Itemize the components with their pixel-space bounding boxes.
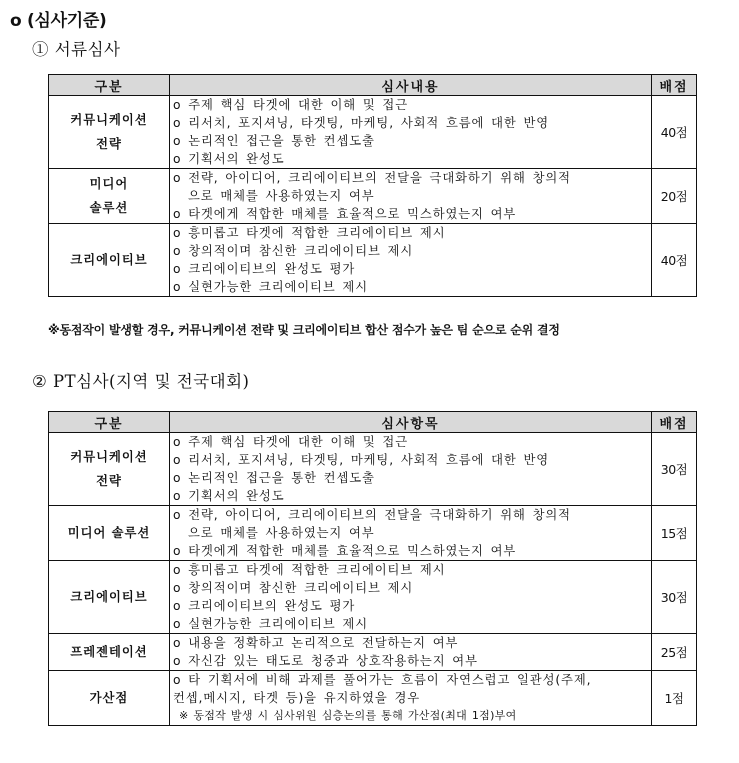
item-line: o 흥미롭고 타겟에 적합한 크리에이티브 제시 <box>173 563 446 577</box>
section-title: o (심사기준) <box>10 11 107 31</box>
table-row <box>49 561 697 634</box>
row-score: 40점 <box>652 224 697 297</box>
category-line: 커뮤니케이션 <box>70 113 148 127</box>
pt-review-title: ② PT심사(지역 및 전국대회) <box>32 372 250 391</box>
table-row <box>49 169 697 224</box>
table-row <box>49 671 697 726</box>
table-row <box>49 96 697 169</box>
item-line: o 자신감 있는 태도로 청중과 상호작용하는지 여부 <box>173 654 478 668</box>
item-line: o 창의적이며 참신한 크리에이티브 제시 <box>173 581 414 595</box>
item-line: o 리서치, 포지셔닝, 타겟팅, 마케팅, 사회적 흐름에 대한 반영 <box>173 116 550 130</box>
row-items <box>170 506 652 561</box>
table-header-row <box>49 412 697 433</box>
item-line: o 실현가능한 크리에이티브 제시 <box>173 280 368 294</box>
item-line: o 주제 핵심 타겟에 대한 이해 및 접근 <box>173 435 408 449</box>
row-items <box>170 169 652 224</box>
item-line: o 논리적인 접근을 통한 컨셉도출 <box>173 134 375 148</box>
row-score: 30점 <box>652 561 697 634</box>
row-score: 30점 <box>652 433 697 506</box>
row-category <box>49 561 170 634</box>
category-line: 가산점 <box>89 691 129 705</box>
item-line: 으로 매체를 사용하였는지 여부 <box>188 189 375 203</box>
category-line: 미디어 솔루션 <box>67 526 151 540</box>
table-row <box>49 634 697 671</box>
item-line: o 타겟에게 적합한 매체를 효율적으로 믹스하였는지 여부 <box>173 544 517 558</box>
row-category <box>49 96 170 169</box>
header-score: 배점 <box>652 75 697 96</box>
category-line: 크리에이티브 <box>70 253 148 267</box>
row-score: 25점 <box>652 634 697 671</box>
table-header-row <box>49 75 697 96</box>
row-category <box>49 634 170 671</box>
category-line: 크리에이티브 <box>70 590 148 604</box>
row-items <box>170 224 652 297</box>
row-score: 15점 <box>652 506 697 561</box>
row-items <box>170 433 652 506</box>
item-line: o 기획서의 완성도 <box>173 489 285 503</box>
doc-review-title: ① 서류심사 <box>32 40 121 59</box>
category-line: 전략 <box>96 474 122 488</box>
row-items <box>170 96 652 169</box>
row-category <box>49 224 170 297</box>
category-line: 프레젠테이션 <box>70 645 148 659</box>
header-content: 심사항목 <box>170 412 652 433</box>
item-line: o 흥미롭고 타겟에 적합한 크리에이티브 제시 <box>173 226 446 240</box>
row-category <box>49 433 170 506</box>
item-line: o 타 기획서에 비해 과제를 풀어가는 흐름이 자연스럽고 일관성(주제, <box>173 673 592 687</box>
category-line: 미디어 <box>89 177 129 191</box>
row-items <box>170 561 652 634</box>
header-score: 배점 <box>652 412 697 433</box>
table-row <box>49 224 697 297</box>
item-line: o 크리에이티브의 완성도 평가 <box>173 599 356 613</box>
item-line: o 창의적이며 참신한 크리에이티브 제시 <box>173 244 414 258</box>
header-category: 구분 <box>49 75 170 96</box>
item-line: o 크리에이티브의 완성도 평가 <box>173 262 356 276</box>
category-line: 전략 <box>96 137 122 151</box>
row-score: 20점 <box>652 169 697 224</box>
tie-break-note: ※동점작이 발생할 경우, 커뮤니케이션 전략 및 크리에이티브 합산 점수가 높은 팀 순으로 순위 결정 <box>48 323 560 337</box>
item-line: o 주제 핵심 타겟에 대한 이해 및 접근 <box>173 98 408 112</box>
item-line: 컨셉,메시지, 타겟 등)을 유지하였을 경우 <box>173 691 421 705</box>
item-line: o 전략, 아이디어, 크리에이티브의 전달을 극대화하기 위해 창의적 <box>173 171 571 185</box>
row-score: 40점 <box>652 96 697 169</box>
category-line: 커뮤니케이션 <box>70 450 148 464</box>
row-category <box>49 671 170 726</box>
item-line: o 타겟에게 적합한 매체를 효율적으로 믹스하였는지 여부 <box>173 207 517 221</box>
row-items <box>170 671 652 726</box>
item-line: o 기획서의 완성도 <box>173 152 285 166</box>
row-category <box>49 506 170 561</box>
item-line: 으로 매체를 사용하였는지 여부 <box>188 526 375 540</box>
item-line: o 논리적인 접근을 통한 컨셉도출 <box>173 471 375 485</box>
doc-review-table <box>48 74 697 297</box>
table-row <box>49 506 697 561</box>
item-line: o 내용을 정확하고 논리적으로 전달하는지 여부 <box>173 636 459 650</box>
item-line: o 실현가능한 크리에이티브 제시 <box>173 617 368 631</box>
row-items <box>170 634 652 671</box>
category-line: 솔루션 <box>89 201 129 215</box>
header-content: 심사내용 <box>170 75 652 96</box>
item-line: o 리서치, 포지셔닝, 타겟팅, 마케팅, 사회적 흐름에 대한 반영 <box>173 453 550 467</box>
header-category: 구분 <box>49 412 170 433</box>
table-row <box>49 433 697 506</box>
bonus-note: ※ 동점작 발생 시 심사위원 심층논의를 통해 가산점(최대 1점)부여 <box>179 709 517 722</box>
item-line: o 전략, 아이디어, 크리에이티브의 전달을 극대화하기 위해 창의적 <box>173 508 571 522</box>
row-score: 1점 <box>652 671 697 726</box>
row-category <box>49 169 170 224</box>
pt-review-table <box>48 411 697 726</box>
